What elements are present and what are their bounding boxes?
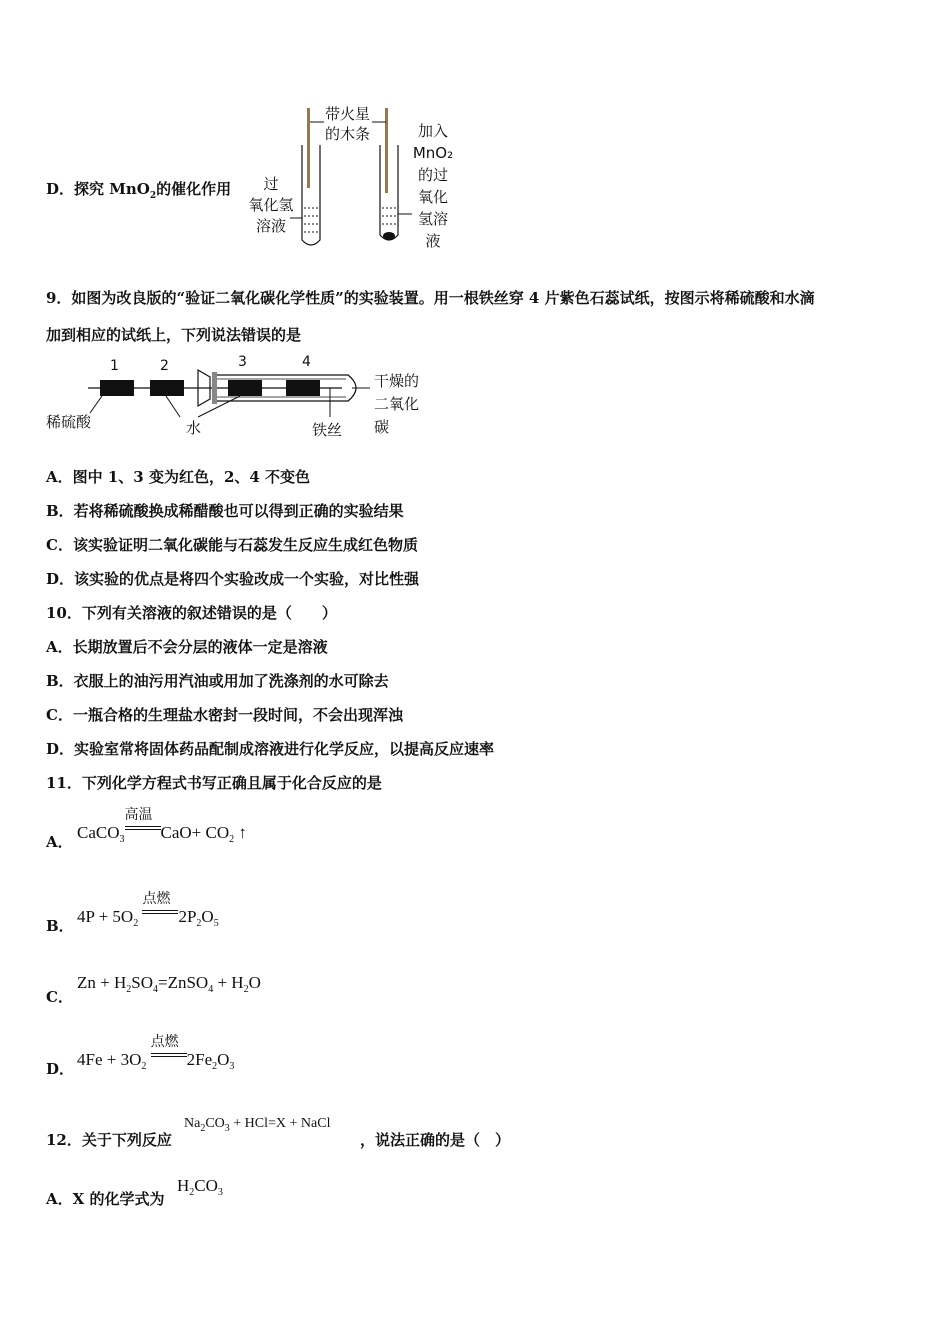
litmus-paper-1 [100, 380, 134, 396]
q10-option-c: C．一瓶合格的生理盐水密封一段时间，不会出现浑浊 [46, 706, 403, 724]
splint-label: 带火星 的木条 [325, 105, 371, 143]
right-test-tube [380, 145, 398, 240]
q11-equation-c: $Zn + H_2SO_4=ZnSO_4 + H_2O$ [77, 973, 261, 995]
dilute-sulfuric-acid-label: 稀硫酸 [46, 413, 92, 431]
q9-option-c: C．该实验证明二氧化碳能与石蕊发生反应生成红色物质 [46, 536, 418, 554]
q11-option-b-label: B． [46, 917, 74, 935]
litmus-paper-3 [228, 380, 262, 396]
q11-option-a-label: A． [46, 833, 73, 851]
q12-stem-prefix: 12．关于下列反应 [46, 1131, 172, 1149]
litmus-paper-2 [150, 380, 184, 396]
q12-option-a: A．X 的化学式为 [46, 1190, 165, 1208]
q11-option-c-label: C． [46, 988, 73, 1006]
q12-stem-suffix: ，说法正确的是（ ） [360, 1131, 511, 1149]
q12-formula-h2co3: $H_2CO_3$ [177, 1176, 223, 1198]
right-solution-label: 加入 MnO₂ 的过 氧化 氢溶 液 [412, 122, 454, 250]
q10-option-d: D．实验室常将固体药品配制成溶液进行化学反应，以提高反应速率 [46, 740, 495, 758]
paper-number-3: 3 [238, 354, 247, 370]
right-splint [385, 108, 388, 193]
left-solution-label: 过 氧化氢 溶液 [248, 175, 294, 235]
paper-number-2: 2 [160, 358, 169, 374]
q9-option-b: B．若将稀硫酸换成稀醋酸也可以得到正确的实验结果 [46, 502, 404, 520]
iron-wire-label: 铁丝 [312, 421, 343, 439]
litmus-paper-4 [286, 380, 320, 396]
water-label: 水 [186, 419, 202, 437]
paper-number-1: 1 [110, 358, 119, 374]
q9-stem-line2: 加到相应的试纸上，下列说法错误的是 [46, 326, 302, 344]
q9-option-a: A．图中 1、3 变为红色，2、4 不变色 [46, 468, 311, 486]
q9-stem-line1: 9．如图为改良版的“验证二氧化碳化学性质”的实验装置。用一根铁丝穿 4 片紫色石蕊试纸，按图示将稀硫酸和水滴 [46, 289, 815, 307]
q11-equation-d: $4Fe + 3O_2$ 点燃 $2Fe_2O_3$ [77, 1034, 235, 1072]
q10-stem: 10．下列有关溶液的叙述错误的是（ ） [46, 604, 337, 622]
left-test-tube [302, 145, 320, 245]
q11-stem: 11．下列化学方程式书写正确且属于化合反应的是 [46, 774, 382, 792]
q11-option-d-label: D． [46, 1060, 75, 1078]
q8-option-d: D．探究 MnO$_2$的催化作用 [46, 180, 232, 201]
left-splint [307, 108, 310, 188]
dry-co2-label: 干燥的 二氧化 碳 [374, 372, 420, 436]
paper-number-4: 4 [302, 354, 311, 370]
q9-option-d: D．该实验的优点是将四个实验改成一个实验，对比性强 [46, 570, 420, 588]
q10-option-a: A．长期放置后不会分层的液体一定是溶液 [46, 638, 328, 656]
q10-option-b: B．衣服上的油污用汽油或用加了洗涤剂的水可除去 [46, 672, 389, 690]
q11-equation-a: CaCO$_3$ 高温 $CaO+ CO_2$ ↑ [77, 807, 247, 845]
q11-equation-b: $4P + 5O_2$ 点燃 $2P_2O_5$ [77, 891, 219, 929]
q12-equation: $Na_2CO_3 + HCl=X$ + NaCl [184, 1116, 331, 1134]
mno2-powder [383, 232, 395, 240]
